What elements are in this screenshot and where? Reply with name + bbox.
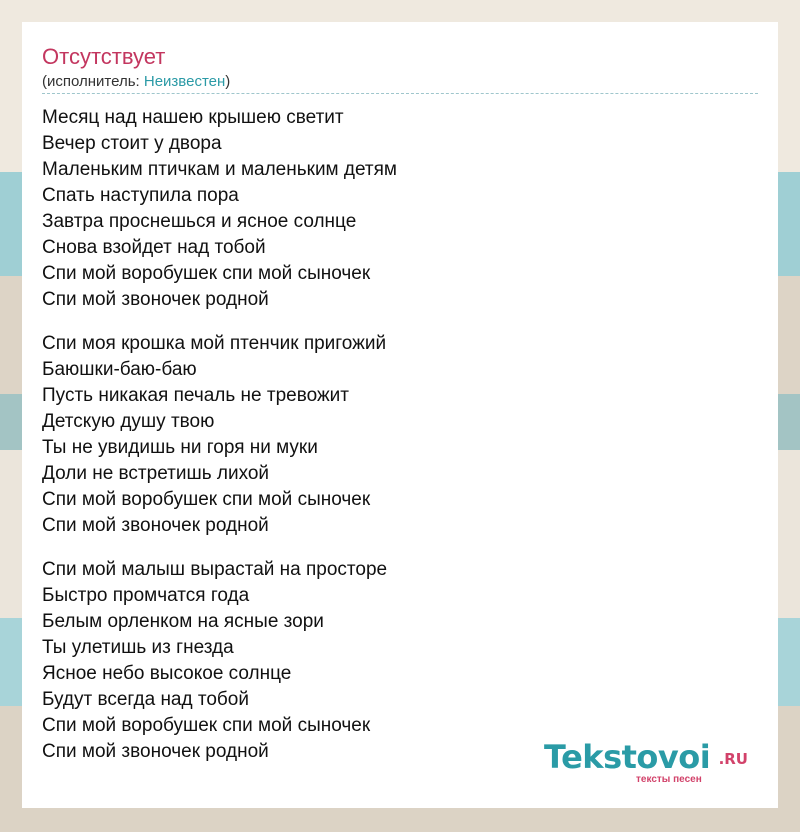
logo-tld: .RU (718, 750, 748, 768)
lyrics-line: Вечер стоит у двора (42, 133, 222, 154)
lyrics-line: Маленьким птичкам и маленьким детям (42, 159, 397, 180)
lyrics-line: Завтра проснешься и ясное солнце (42, 211, 357, 232)
lyrics-line: Спи мой воробушек спи мой сыночек (42, 715, 371, 736)
lyrics-line: Ты улетишь из гнезда (42, 637, 234, 658)
site-logo[interactable] (544, 738, 748, 788)
lyrics-line: Спи мой звоночек родной (42, 741, 269, 762)
lyrics-line: Будут всегда над тобой (42, 689, 249, 710)
performer-line (42, 73, 230, 90)
lyrics-line: Спи мой звоночек родной (42, 289, 269, 310)
performer-suffix: ) (225, 73, 231, 90)
lyrics-line: Баюшки-баю-баю (42, 359, 197, 380)
lyrics-line: Спи мой малыш вырастай на просторе (42, 559, 388, 580)
lyrics-line: Месяц над нашею крышею светит (42, 107, 344, 128)
dashed-divider (42, 93, 758, 94)
logo-name: Tekstovoi (544, 738, 711, 776)
lyrics-line: Быстро промчатся года (42, 585, 250, 606)
lyrics-body (42, 105, 397, 783)
lyrics-line: Спи мой звоночек родной (42, 515, 269, 536)
lyrics-line: Ты не увидишь ни горя ни муки (42, 437, 318, 458)
lyrics-stanza (42, 331, 397, 539)
lyrics-stanza (42, 557, 397, 765)
lyrics-card (22, 22, 778, 808)
logo-tagline: тексты песен (636, 774, 702, 785)
artist-link[interactable]: Неизвестен (143, 73, 226, 90)
song-title: Отсутствует (42, 44, 166, 69)
performer-prefix: (исполнитель: (42, 73, 144, 90)
lyrics-line: Спи моя крошка мой птенчик пригожий (42, 333, 387, 354)
lyrics-line: Спать наступила пора (42, 185, 239, 206)
lyrics-stanza (42, 105, 397, 313)
lyrics-line: Детскую душу твою (42, 411, 215, 432)
lyrics-line: Спи мой воробушек спи мой сыночек (42, 489, 371, 510)
lyrics-line: Доли не встретишь лихой (42, 463, 270, 484)
lyrics-line: Ясное небо высокое солнце (42, 663, 292, 684)
lyrics-line: Спи мой воробушек спи мой сыночек (42, 263, 371, 284)
lyrics-line: Пусть никакая печаль не тревожит (42, 385, 349, 406)
lyrics-line: Снова взойдет над тобой (42, 237, 266, 258)
lyrics-line: Белым орленком на ясные зори (42, 611, 324, 632)
